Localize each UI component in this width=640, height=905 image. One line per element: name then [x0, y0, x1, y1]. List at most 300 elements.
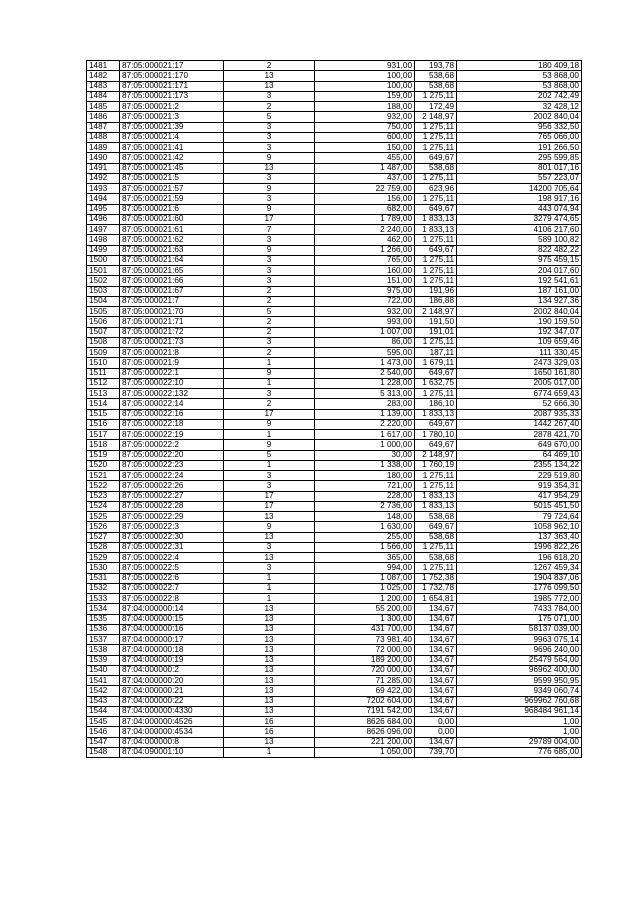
area-value-cell: 255,00	[315, 532, 415, 542]
table-row	[87, 583, 582, 593]
cadastral-number-cell: 87:05:000022:3	[120, 522, 224, 532]
cadastral-number-cell: 87:04:000000:8	[120, 737, 224, 747]
group-code-cell: 3	[224, 389, 315, 399]
row-number-cell: 1487	[87, 122, 120, 132]
cadastral-value-cell: 137 363,40	[457, 532, 582, 542]
table-row	[87, 225, 582, 235]
row-number-cell: 1541	[87, 676, 120, 686]
group-code-cell: 1	[224, 430, 315, 440]
cadastral-value-cell: 1996 822,26	[457, 542, 582, 552]
area-value-cell: 431 700,00	[315, 624, 415, 634]
group-code-cell: 2	[224, 286, 315, 296]
row-number-cell: 1545	[87, 717, 120, 727]
row-number-cell: 1488	[87, 132, 120, 142]
row-number-cell: 1543	[87, 696, 120, 706]
row-number-cell: 1514	[87, 399, 120, 409]
cadastral-number-cell: 87:04:000000:17	[120, 635, 224, 645]
cadastral-value-cell: 190 159,50	[457, 317, 582, 327]
row-number-cell: 1542	[87, 686, 120, 696]
cadastral-number-cell: 87:05:000022:4	[120, 553, 224, 563]
unit-cost-value-cell: 134,67	[415, 665, 457, 675]
cadastral-number-cell: 87:05:000021:66	[120, 276, 224, 286]
row-number-cell: 1485	[87, 102, 120, 112]
group-code-cell: 3	[224, 337, 315, 347]
area-value-cell: 228,00	[315, 491, 415, 501]
cadastral-number-cell: 87:05:000021:65	[120, 266, 224, 276]
cadastral-value-cell: 557 223,07	[457, 173, 582, 183]
unit-cost-value-cell: 1 275,11	[415, 266, 457, 276]
unit-cost-value-cell: 538,68	[415, 71, 457, 81]
group-code-cell: 5	[224, 450, 315, 460]
area-value-cell: 160,00	[315, 266, 415, 276]
group-code-cell: 9	[224, 153, 315, 163]
cadastral-value-cell: 2087 935,33	[457, 409, 582, 419]
cadastral-value-cell: 14200 705,64	[457, 184, 582, 194]
cadastral-value-cell: 2355 134,22	[457, 460, 582, 470]
table-row	[87, 471, 582, 481]
cadastral-number-cell: 87:04:000000:20	[120, 676, 224, 686]
cadastral-value-cell: 79 724,64	[457, 512, 582, 522]
table-body	[87, 61, 582, 758]
row-number-cell: 1522	[87, 481, 120, 491]
table-row	[87, 512, 582, 522]
cadastral-number-cell: 87:05:000021:70	[120, 307, 224, 317]
row-number-cell: 1481	[87, 61, 120, 71]
row-number-cell: 1513	[87, 389, 120, 399]
cadastral-number-cell: 87:05:000021:42	[120, 153, 224, 163]
cadastral-number-cell: 87:05:000022:27	[120, 491, 224, 501]
area-value-cell: 1 630,00	[315, 522, 415, 532]
row-number-cell: 1490	[87, 153, 120, 163]
table-row	[87, 553, 582, 563]
cadastral-number-cell: 87:05:000021:5	[120, 173, 224, 183]
cadastral-value-cell: 175 071,00	[457, 614, 582, 624]
area-value-cell: 437,00	[315, 173, 415, 183]
row-number-cell: 1532	[87, 583, 120, 593]
unit-cost-value-cell: 134,67	[415, 645, 457, 655]
row-number-cell: 1482	[87, 71, 120, 81]
cadastral-value-cell: 975 459,15	[457, 255, 582, 265]
cadastral-number-cell: 87:05:000022:18	[120, 419, 224, 429]
table-row	[87, 348, 582, 358]
unit-cost-value-cell: 134,67	[415, 706, 457, 716]
group-code-cell: 5	[224, 307, 315, 317]
table-row	[87, 276, 582, 286]
group-code-cell: 9	[224, 245, 315, 255]
row-number-cell: 1500	[87, 255, 120, 265]
unit-cost-value-cell: 538,68	[415, 553, 457, 563]
cadastral-value-cell: 4106 217,60	[457, 225, 582, 235]
row-number-cell: 1491	[87, 163, 120, 173]
unit-cost-value-cell: 538,68	[415, 81, 457, 91]
unit-cost-value-cell: 1 833,13	[415, 501, 457, 511]
table-row	[87, 727, 582, 737]
unit-cost-value-cell: 134,67	[415, 604, 457, 614]
cadastral-value-cell: 3279 474,65	[457, 214, 582, 224]
area-value-cell: 1 338,00	[315, 460, 415, 470]
cadastral-value-cell: 295 599,85	[457, 153, 582, 163]
table-row	[87, 307, 582, 317]
area-value-cell: 2 240,00	[315, 225, 415, 235]
cadastral-value-cell: 191 266,50	[457, 143, 582, 153]
group-code-cell: 1	[224, 583, 315, 593]
unit-cost-value-cell: 649,67	[415, 368, 457, 378]
group-code-cell: 9	[224, 204, 315, 214]
group-code-cell: 3	[224, 235, 315, 245]
row-number-cell: 1508	[87, 337, 120, 347]
area-value-cell: 765,00	[315, 255, 415, 265]
table-row	[87, 102, 582, 112]
cadastral-value-cell: 5015 451,50	[457, 501, 582, 511]
table-row	[87, 696, 582, 706]
table-row	[87, 573, 582, 583]
unit-cost-value-cell: 1 275,11	[415, 542, 457, 552]
cadastral-value-cell: 1904 837,06	[457, 573, 582, 583]
group-code-cell: 13	[224, 696, 315, 706]
cadastral-number-cell: 87:05:000022:10	[120, 378, 224, 388]
table-row	[87, 491, 582, 501]
unit-cost-value-cell: 1 275,11	[415, 122, 457, 132]
area-value-cell: 188,00	[315, 102, 415, 112]
cadastral-number-cell: 87:04:000000:4330	[120, 706, 224, 716]
cadastral-number-cell: 87:05:000022:19	[120, 430, 224, 440]
area-value-cell: 5 313,00	[315, 389, 415, 399]
cadastral-number-cell: 87:05:000021:60	[120, 214, 224, 224]
cadastral-number-cell: 87:04:090001:10	[120, 747, 224, 757]
table-row	[87, 430, 582, 440]
unit-cost-value-cell: 1 275,11	[415, 481, 457, 491]
table-row	[87, 204, 582, 214]
group-code-cell: 13	[224, 635, 315, 645]
table-row	[87, 91, 582, 101]
unit-cost-value-cell: 538,68	[415, 512, 457, 522]
row-number-cell: 1495	[87, 204, 120, 214]
cadastral-value-cell: 1650 161,80	[457, 368, 582, 378]
unit-cost-value-cell: 186,10	[415, 399, 457, 409]
group-code-cell: 2	[224, 399, 315, 409]
cadastral-number-cell: 87:05:000021:9	[120, 358, 224, 368]
unit-cost-value-cell: 186,88	[415, 296, 457, 306]
row-number-cell: 1538	[87, 645, 120, 655]
row-number-cell: 1539	[87, 655, 120, 665]
table-row	[87, 327, 582, 337]
area-value-cell: 8626 096,00	[315, 727, 415, 737]
row-number-cell: 1504	[87, 296, 120, 306]
row-number-cell: 1516	[87, 419, 120, 429]
cadastral-number-cell: 87:05:000021:71	[120, 317, 224, 327]
group-code-cell: 9	[224, 184, 315, 194]
cadastral-number-cell: 87:04:000000:19	[120, 655, 224, 665]
cadastral-value-cell: 589 100,82	[457, 235, 582, 245]
table-row	[87, 706, 582, 716]
unit-cost-value-cell: 134,67	[415, 676, 457, 686]
row-number-cell: 1489	[87, 143, 120, 153]
area-value-cell: 1 487,00	[315, 163, 415, 173]
cadastral-number-cell: 87:05:000022:31	[120, 542, 224, 552]
row-number-cell: 1503	[87, 286, 120, 296]
group-code-cell: 3	[224, 471, 315, 481]
area-value-cell: 8626 684,00	[315, 717, 415, 727]
row-number-cell: 1534	[87, 604, 120, 614]
cadastral-number-cell: 87:05:000022:16	[120, 409, 224, 419]
area-value-cell: 1 566,00	[315, 542, 415, 552]
area-value-cell: 69 422,00	[315, 686, 415, 696]
row-number-cell: 1529	[87, 553, 120, 563]
area-value-cell: 148,00	[315, 512, 415, 522]
table-row	[87, 194, 582, 204]
unit-cost-value-cell: 134,67	[415, 686, 457, 696]
cadastral-value-cell: 111 330,45	[457, 348, 582, 358]
area-value-cell: 462,00	[315, 235, 415, 245]
table-row	[87, 235, 582, 245]
row-number-cell: 1530	[87, 563, 120, 573]
table-row	[87, 635, 582, 645]
group-code-cell: 13	[224, 624, 315, 634]
cadastral-value-cell: 969962 760,68	[457, 696, 582, 706]
cadastral-value-cell: 649 670,00	[457, 440, 582, 450]
area-value-cell: 55 200,00	[315, 604, 415, 614]
row-number-cell: 1493	[87, 184, 120, 194]
cadastral-number-cell: 87:04:000000:2	[120, 665, 224, 675]
area-value-cell: 156,00	[315, 194, 415, 204]
area-value-cell: 1 007,00	[315, 327, 415, 337]
table-row	[87, 563, 582, 573]
unit-cost-value-cell: 2 148,97	[415, 307, 457, 317]
area-value-cell: 682,00	[315, 204, 415, 214]
area-value-cell: 721,00	[315, 481, 415, 491]
cadastral-number-cell: 87:05:000022:8	[120, 594, 224, 604]
area-value-cell: 455,00	[315, 153, 415, 163]
row-number-cell: 1486	[87, 112, 120, 122]
group-code-cell: 9	[224, 368, 315, 378]
group-code-cell: 3	[224, 122, 315, 132]
group-code-cell: 2	[224, 317, 315, 327]
cadastral-number-cell: 87:05:000022:29	[120, 512, 224, 522]
cadastral-number-cell: 87:05:000021:3	[120, 112, 224, 122]
unit-cost-value-cell: 538,68	[415, 532, 457, 542]
unit-cost-value-cell: 1 275,11	[415, 194, 457, 204]
table-row	[87, 624, 582, 634]
area-value-cell: 7202 604,00	[315, 696, 415, 706]
row-number-cell: 1512	[87, 378, 120, 388]
unit-cost-value-cell: 187,11	[415, 348, 457, 358]
unit-cost-value-cell: 1 275,11	[415, 471, 457, 481]
row-number-cell: 1544	[87, 706, 120, 716]
cadastral-value-cell: 202 742,49	[457, 91, 582, 101]
cadastral-value-cell: 9349 060,74	[457, 686, 582, 696]
area-value-cell: 2 540,00	[315, 368, 415, 378]
unit-cost-value-cell: 623,96	[415, 184, 457, 194]
table-row	[87, 266, 582, 276]
area-value-cell: 100,00	[315, 81, 415, 91]
group-code-cell: 16	[224, 727, 315, 737]
row-number-cell: 1510	[87, 358, 120, 368]
table-row	[87, 747, 582, 757]
cadastral-value-cell: 801 017,16	[457, 163, 582, 173]
cadastral-number-cell: 87:04:000000:4534	[120, 727, 224, 737]
table-row	[87, 676, 582, 686]
cadastral-number-cell: 87:05:000021:170	[120, 71, 224, 81]
group-code-cell: 5	[224, 112, 315, 122]
cadastral-value-cell: 196 618,20	[457, 553, 582, 563]
unit-cost-value-cell: 2 148,97	[415, 450, 457, 460]
table-row	[87, 665, 582, 675]
unit-cost-value-cell: 134,67	[415, 655, 457, 665]
group-code-cell: 1	[224, 358, 315, 368]
cadastral-number-cell: 87:05:000021:67	[120, 286, 224, 296]
unit-cost-value-cell: 649,67	[415, 153, 457, 163]
cadastral-value-cell: 2878 421,70	[457, 430, 582, 440]
row-number-cell: 1531	[87, 573, 120, 583]
unit-cost-value-cell: 649,67	[415, 522, 457, 532]
cadastral-value-cell: 9599 950,95	[457, 676, 582, 686]
cadastral-value-cell: 134 927,36	[457, 296, 582, 306]
area-value-cell: 1 200,00	[315, 594, 415, 604]
area-value-cell: 1 266,00	[315, 245, 415, 255]
cadastral-number-cell: 87:05:000021:57	[120, 184, 224, 194]
unit-cost-value-cell: 1 833,13	[415, 409, 457, 419]
area-value-cell: 2 736,00	[315, 501, 415, 511]
cadastral-value-cell: 192 541,61	[457, 276, 582, 286]
area-value-cell: 1 139,00	[315, 409, 415, 419]
table-row	[87, 112, 582, 122]
row-number-cell: 1483	[87, 81, 120, 91]
unit-cost-value-cell: 1 275,11	[415, 563, 457, 573]
area-value-cell: 993,00	[315, 317, 415, 327]
cadastral-value-cell: 968484 961,14	[457, 706, 582, 716]
cadastral-number-cell: 87:05:000021:62	[120, 235, 224, 245]
group-code-cell: 13	[224, 71, 315, 81]
unit-cost-value-cell: 1 760,19	[415, 460, 457, 470]
group-code-cell: 9	[224, 440, 315, 450]
area-value-cell: 72 000,00	[315, 645, 415, 655]
group-code-cell: 13	[224, 676, 315, 686]
cadastral-value-cell: 956 332,50	[457, 122, 582, 132]
group-code-cell: 2	[224, 327, 315, 337]
unit-cost-value-cell: 1 275,11	[415, 337, 457, 347]
cadastral-value-cell: 765 066,00	[457, 132, 582, 142]
table-row	[87, 81, 582, 91]
cadastral-value-cell: 204 017,60	[457, 266, 582, 276]
group-code-cell: 13	[224, 706, 315, 716]
cadastral-value-cell: 198 917,16	[457, 194, 582, 204]
area-value-cell: 151,00	[315, 276, 415, 286]
table-row	[87, 153, 582, 163]
row-number-cell: 1507	[87, 327, 120, 337]
table-row	[87, 686, 582, 696]
row-number-cell: 1547	[87, 737, 120, 747]
unit-cost-value-cell: 1 654,81	[415, 594, 457, 604]
group-code-cell: 17	[224, 409, 315, 419]
group-code-cell: 13	[224, 737, 315, 747]
area-value-cell: 595,00	[315, 348, 415, 358]
cadastral-number-cell: 87:05:000022:20	[120, 450, 224, 460]
cadastral-value-cell: 417 954,29	[457, 491, 582, 501]
cadastral-number-cell: 87:05:000022:28	[120, 501, 224, 511]
row-number-cell: 1533	[87, 594, 120, 604]
cadastral-value-cell: 58137 039,00	[457, 624, 582, 634]
table-row	[87, 122, 582, 132]
cadastral-value-cell: 9963 075,14	[457, 635, 582, 645]
unit-cost-value-cell: 134,67	[415, 737, 457, 747]
row-number-cell: 1540	[87, 665, 120, 675]
group-code-cell: 13	[224, 81, 315, 91]
cadastral-number-cell: 87:05:000021:73	[120, 337, 224, 347]
table-row	[87, 419, 582, 429]
row-number-cell: 1484	[87, 91, 120, 101]
group-code-cell: 3	[224, 563, 315, 573]
cadastral-value-cell: 1,00	[457, 717, 582, 727]
area-value-cell: 1 617,00	[315, 430, 415, 440]
unit-cost-value-cell: 1 752,38	[415, 573, 457, 583]
unit-cost-value-cell: 649,67	[415, 204, 457, 214]
table-row	[87, 184, 582, 194]
cadastral-number-cell: 87:05:000021:64	[120, 255, 224, 265]
group-code-cell: 17	[224, 214, 315, 224]
table-row	[87, 358, 582, 368]
area-value-cell: 7191 542,00	[315, 706, 415, 716]
unit-cost-value-cell: 1 275,11	[415, 389, 457, 399]
cadastral-value-cell: 53 868,00	[457, 81, 582, 91]
unit-cost-value-cell: 1 275,11	[415, 143, 457, 153]
cadastral-value-cell: 822 482,22	[457, 245, 582, 255]
row-number-cell: 1517	[87, 430, 120, 440]
unit-cost-value-cell: 172,49	[415, 102, 457, 112]
area-value-cell: 2 220,00	[315, 419, 415, 429]
group-code-cell: 3	[224, 481, 315, 491]
cadastral-value-cell: 180 409,18	[457, 61, 582, 71]
group-code-cell: 16	[224, 717, 315, 727]
table-row	[87, 71, 582, 81]
unit-cost-value-cell: 193,78	[415, 61, 457, 71]
table-row	[87, 737, 582, 747]
group-code-cell: 17	[224, 501, 315, 511]
row-number-cell: 1492	[87, 173, 120, 183]
row-number-cell: 1499	[87, 245, 120, 255]
table-row	[87, 389, 582, 399]
cadastral-value-cell: 1776 099,50	[457, 583, 582, 593]
row-number-cell: 1505	[87, 307, 120, 317]
cadastral-number-cell: 87:04:000000:4526	[120, 717, 224, 727]
row-number-cell: 1525	[87, 512, 120, 522]
table-row	[87, 286, 582, 296]
cadastral-number-cell: 87:05:000021:72	[120, 327, 224, 337]
area-value-cell: 932,00	[315, 307, 415, 317]
row-number-cell: 1518	[87, 440, 120, 450]
table-row	[87, 481, 582, 491]
cadastral-value-cell: 25479 564,00	[457, 655, 582, 665]
group-code-cell: 1	[224, 378, 315, 388]
cadastral-number-cell: 87:05:000022:1	[120, 368, 224, 378]
group-code-cell: 1	[224, 594, 315, 604]
cadastral-number-cell: 87:05:000022:2	[120, 440, 224, 450]
unit-cost-value-cell: 0,00	[415, 717, 457, 727]
table-row	[87, 399, 582, 409]
row-number-cell: 1515	[87, 409, 120, 419]
cadastral-value-cell: 2473 329,03	[457, 358, 582, 368]
cadastral-value-cell: 9696 240,00	[457, 645, 582, 655]
unit-cost-value-cell: 1 833,13	[415, 225, 457, 235]
row-number-cell: 1509	[87, 348, 120, 358]
group-code-cell: 3	[224, 91, 315, 101]
area-value-cell: 1 050,00	[315, 747, 415, 757]
cadastral-number-cell: 87:05:000022:26	[120, 481, 224, 491]
unit-cost-value-cell: 649,67	[415, 440, 457, 450]
group-code-cell: 13	[224, 553, 315, 563]
cadastral-number-cell: 87:05:000022:24	[120, 471, 224, 481]
row-number-cell: 1523	[87, 491, 120, 501]
table-row	[87, 542, 582, 552]
